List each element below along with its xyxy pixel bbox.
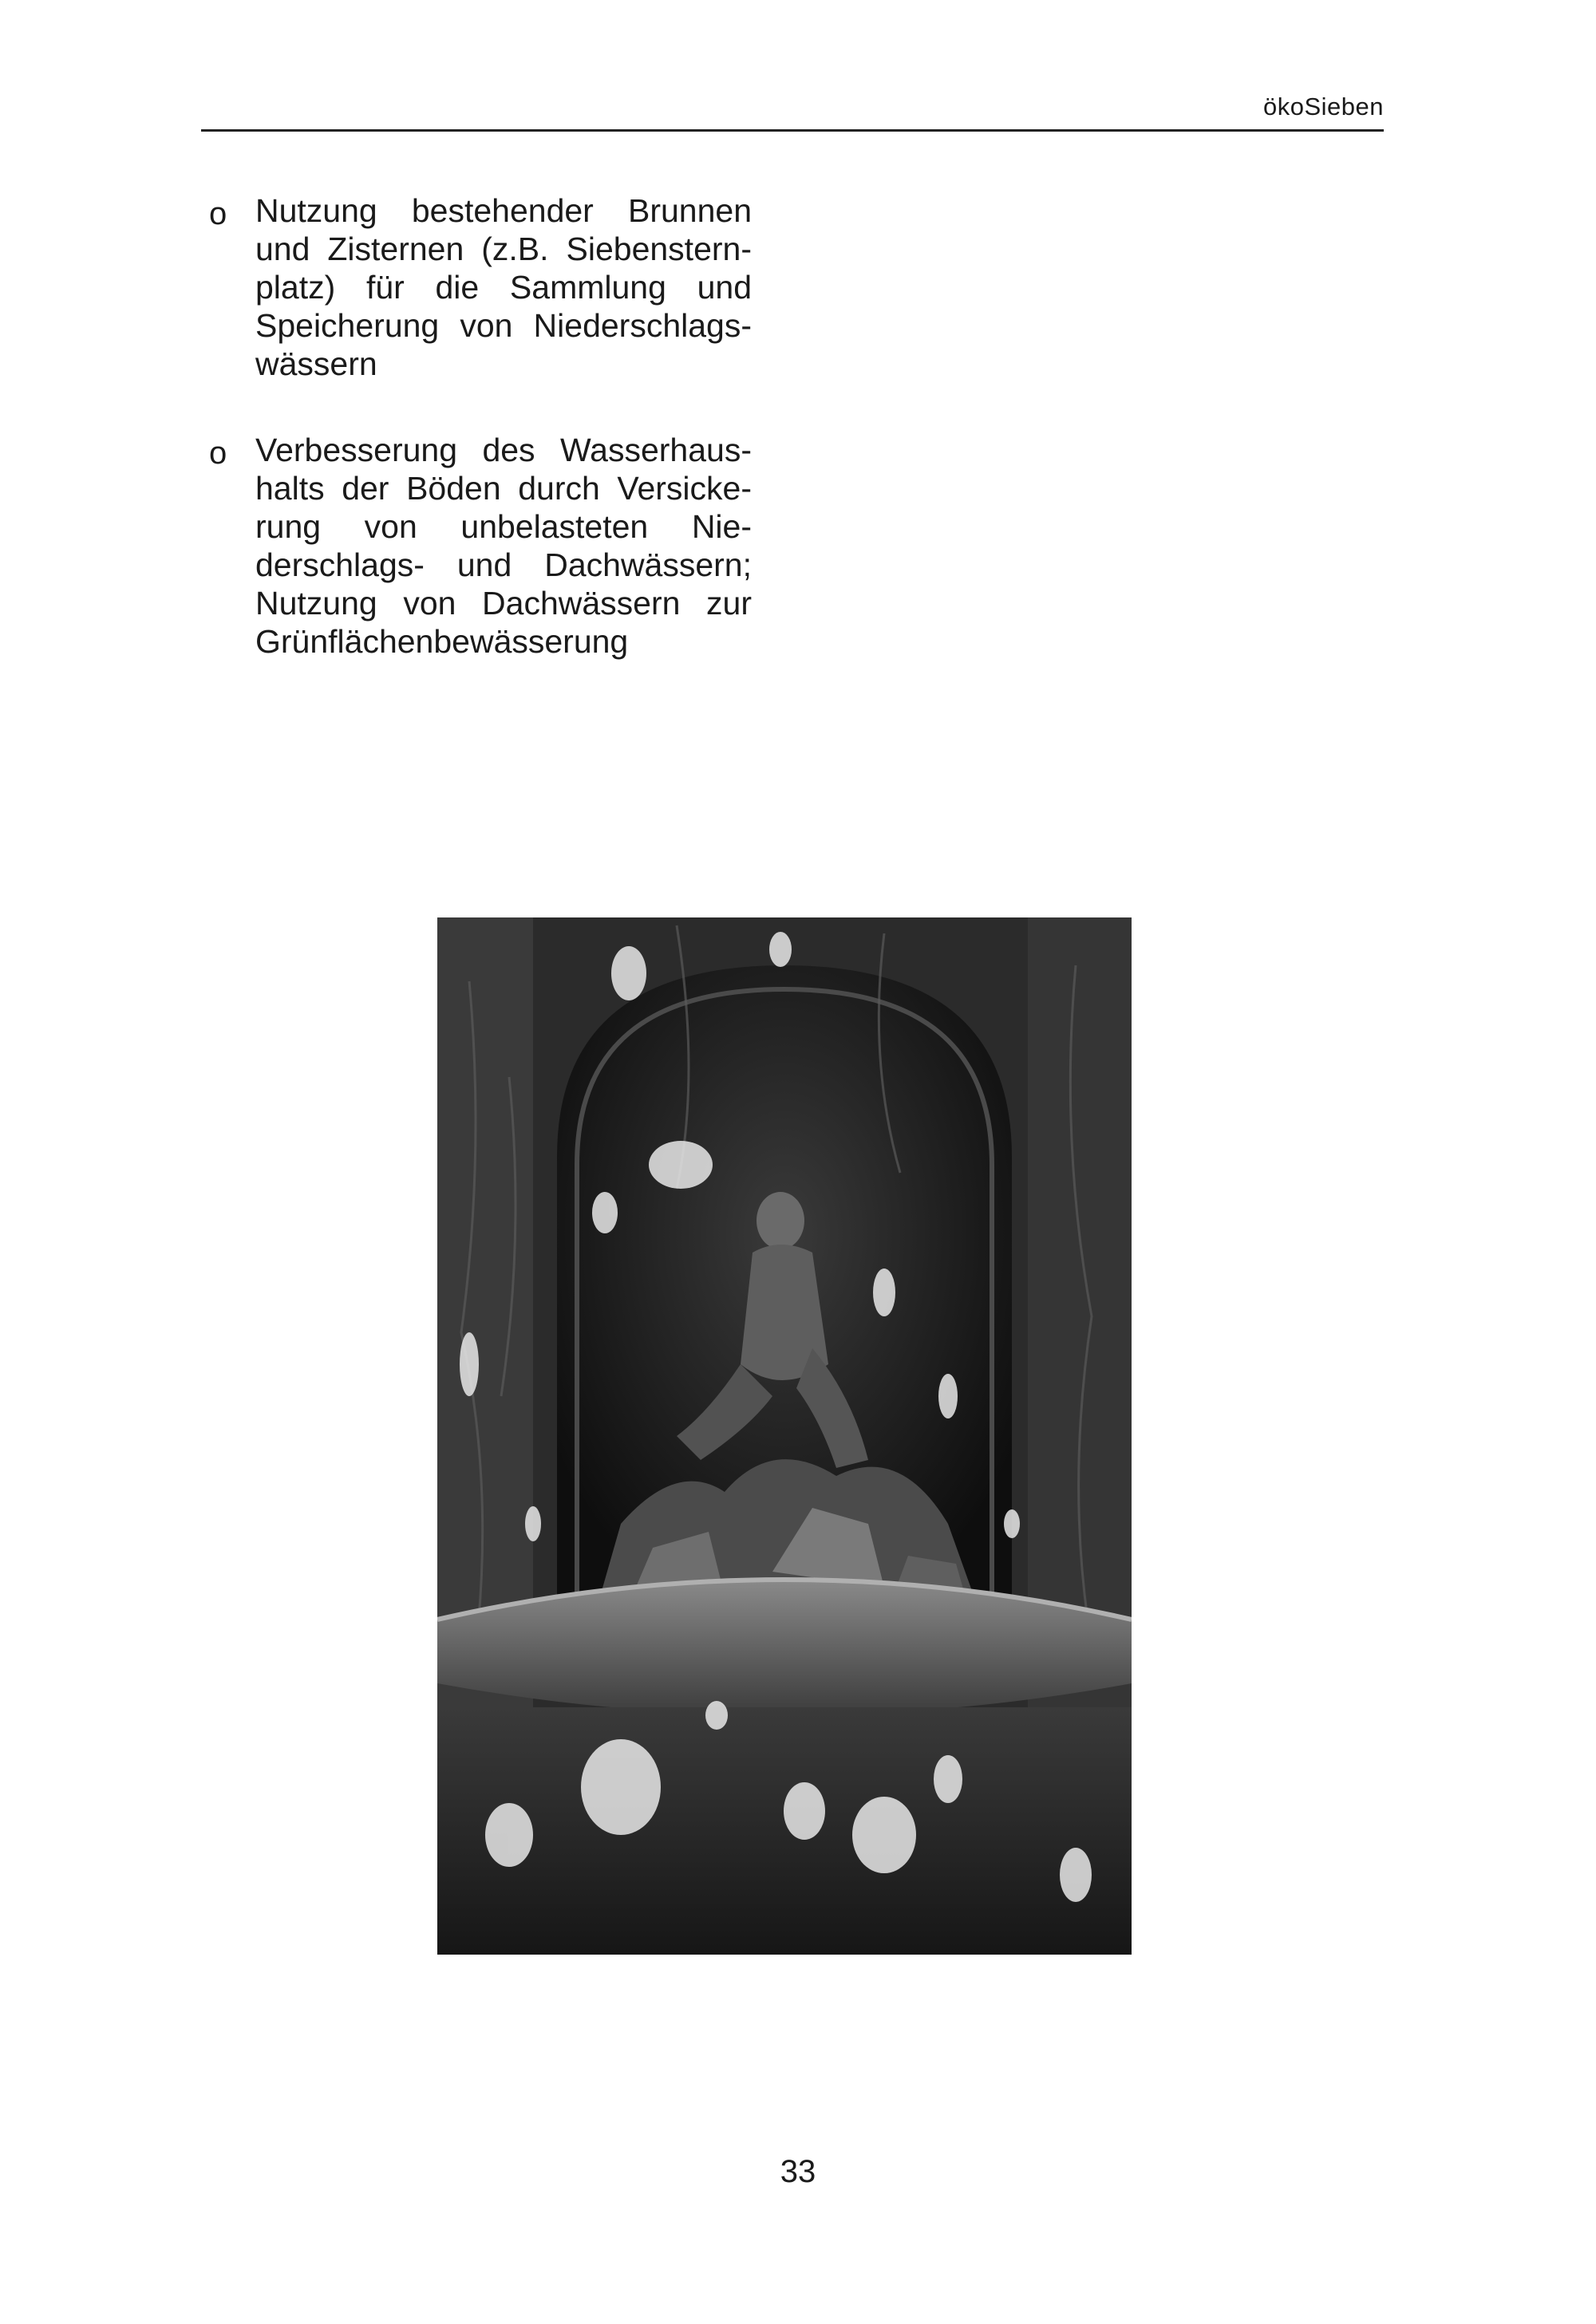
- text-line: Verbesserung des Wasserhaus-: [255, 432, 752, 468]
- text-line: wässern: [255, 345, 377, 382]
- text-line: und Zisternen (z.B. Siebenstern-: [255, 231, 752, 267]
- text-line: derschlags- und Dachwässern;: [255, 546, 752, 583]
- fountain-illustration: [437, 917, 1132, 1955]
- text-line: Nutzung von Dachwässern zur: [255, 585, 752, 621]
- header-rule: [201, 129, 1384, 132]
- text-line: Nutzung bestehender Brunnen: [255, 192, 752, 229]
- text-line: Grünflächenbewässerung: [255, 623, 629, 660]
- text-line: Speicherung von Niederschlags-: [255, 307, 752, 344]
- bullet-text: [255, 431, 752, 661]
- page-number: 33: [780, 2154, 816, 2189]
- text-line: platz) für die Sammlung und: [255, 269, 752, 306]
- running-title: ökoSieben: [1262, 93, 1384, 120]
- bullet-item: [209, 191, 752, 383]
- text-line: halts der Böden durch Versicke-: [255, 470, 752, 507]
- bullet-item: [209, 431, 752, 661]
- bullet-marker: o: [209, 196, 227, 231]
- bullet-list: [209, 191, 752, 708]
- fountain-photo: [437, 917, 1132, 1955]
- bullet-marker: o: [209, 436, 227, 471]
- bullet-text: [255, 191, 752, 383]
- text-line: rung von unbelasteten Nie-: [255, 508, 752, 545]
